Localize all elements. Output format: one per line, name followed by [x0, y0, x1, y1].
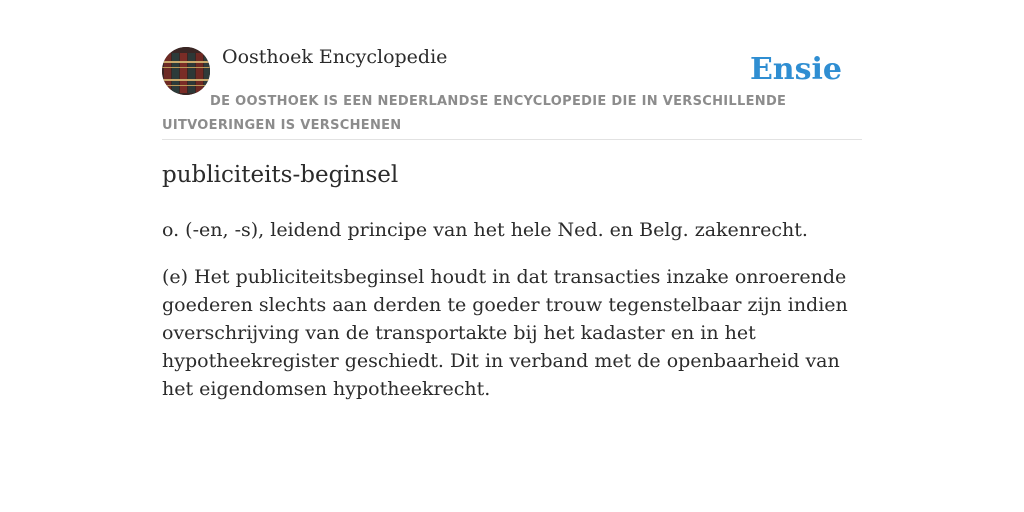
site-name[interactable]: Oosthoek Encyclopedie	[222, 46, 448, 68]
brand-logo-link[interactable]: Ensie	[749, 52, 842, 87]
avatar[interactable]	[162, 47, 210, 95]
page-container	[162, 0, 862, 400]
header	[162, 0, 862, 140]
page-title: publiciteits-beginsel	[162, 162, 399, 188]
article-definition: o. (-en, -s), leidend principe van het hele Ned. en Belg. zakenrecht.	[162, 219, 808, 241]
site-tagline: DE OOSTHOEK IS EEN NEDERLANDSE ENCYCLOPEDIE DIE IN VERSCHILLENDE UITVOERINGEN IS VERSCHENEN	[162, 94, 787, 133]
book-spines-icon	[162, 47, 210, 95]
article-body: (e) Het publiciteitsbeginsel houdt in dat transacties inzake onroerende goederen slechts aan derden te goeder trouw tegenstelbaar zijn indien overschrijving van de transportakte bij het kadaster en in het hypotheekregister geschiedt. Dit in verband met de openbaarheid van het eigendomsen hypotheekrecht.	[162, 266, 848, 400]
